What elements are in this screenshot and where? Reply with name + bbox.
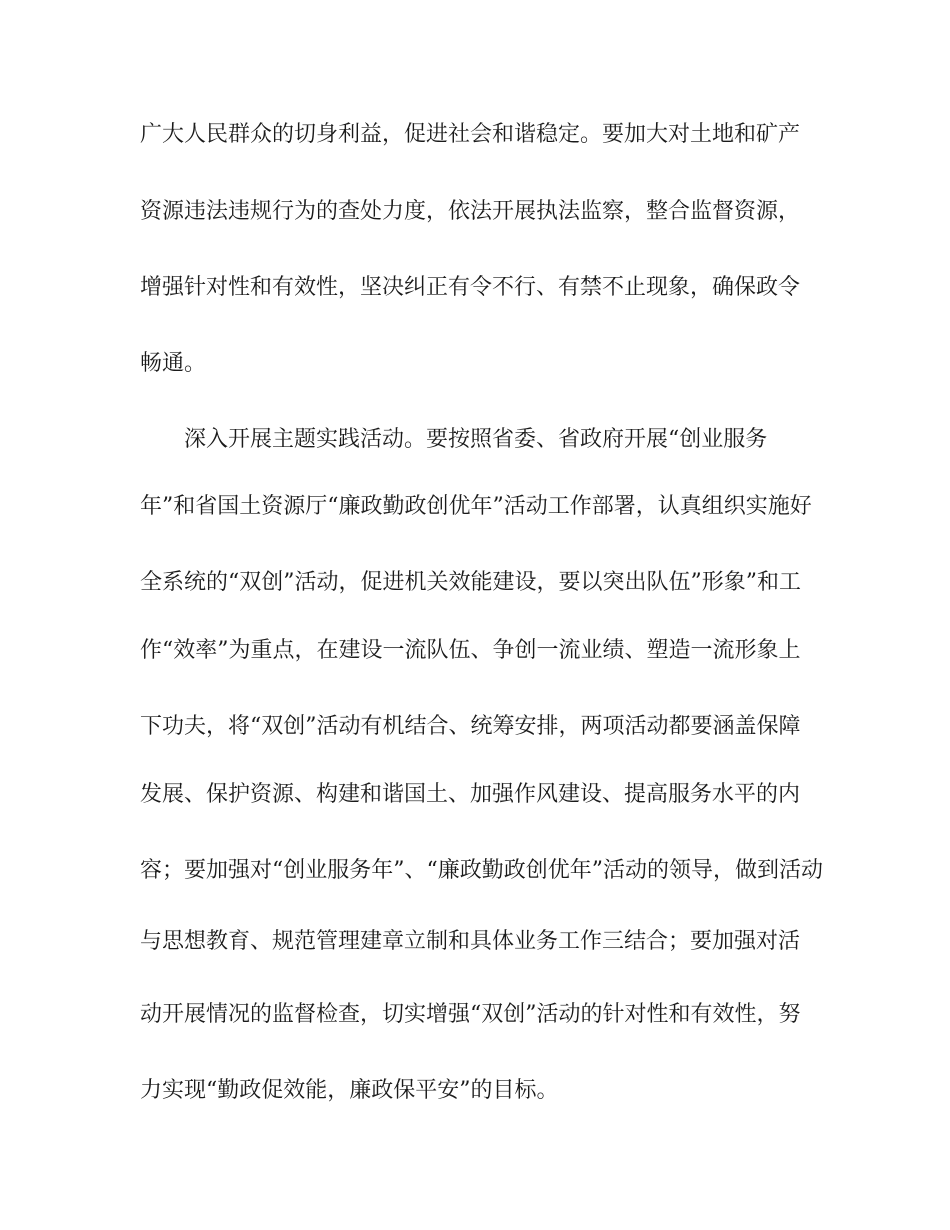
- text-line: 力实现“勤政促效能，廉政保平安”的目标。: [140, 1078, 559, 1103]
- text-line: 畅通。: [140, 351, 207, 376]
- text-line: 全系统的“双创”活动，促进机关效能建设，要以突出队伍”形象”和工: [140, 570, 801, 595]
- text-line: 年”和省国土资源厅“廉政勤政创优年”活动工作部署，认真组织实施好: [140, 494, 812, 519]
- text-line: 动开展情况的监督检查，切实增强“双创”活动的针对性和有效性，努: [140, 1002, 801, 1027]
- text-line: 增强针对性和有效性，坚决纠正有令不行、有禁不止现象，确保政令: [140, 275, 801, 300]
- text-line: 作“效率”为重点，在建设一流队伍、争创一流业绩、塑造一流形象上: [140, 638, 801, 663]
- text-line: 与思想教育、规范管理建章立制和具体业务工作三结合；要加强对活: [140, 929, 801, 954]
- paragraph-first-line: 深入开展主题实践活动。要按照省委、省政府开展“创业服务: [184, 427, 768, 452]
- text-line: 广大人民群众的切身利益，促进社会和谐稳定。要加大对土地和矿产: [140, 122, 801, 147]
- text-line: 发展、保护资源、构建和谐国土、加强作风建设、提高服务水平的内: [140, 782, 801, 807]
- text-line: 资源违法违规行为的查处力度，依法开展执法监察，整合监督资源，: [140, 199, 801, 224]
- text-line: 下功夫，将“双创”活动有机结合、统筹安排，两项活动都要涵盖保障: [140, 714, 801, 739]
- text-line: 容；要加强对“创业服务年”、“廉政勤政创优年”活动的领导，做到活动: [140, 858, 823, 883]
